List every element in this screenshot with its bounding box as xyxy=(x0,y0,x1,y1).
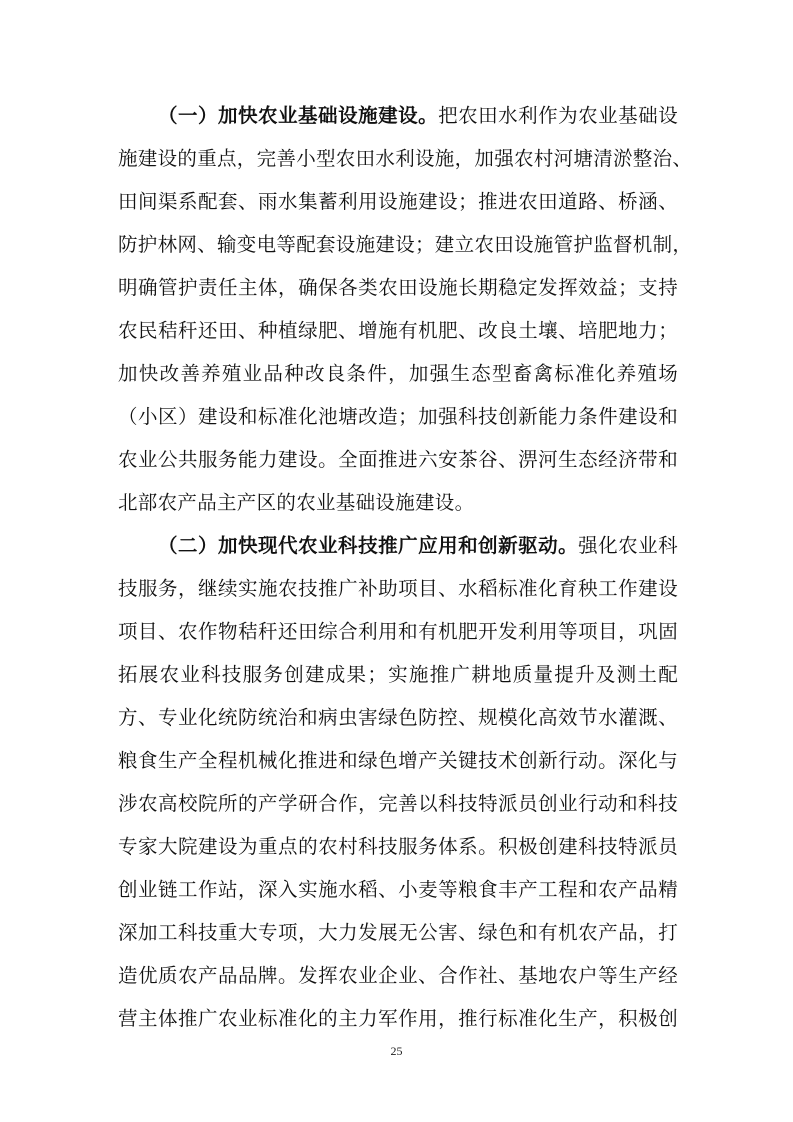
paragraph-line: （小区）建设和标准化池塘改造；加强科技创新能力条件建设和 xyxy=(118,405,678,428)
paragraph-line: 营主体推广农业标准化的主力军作用，推行标准化生产，积极创 xyxy=(118,1007,678,1030)
paragraph-line: 田间渠系配套、雨水集蓄利用设施建设；推进农田道路、桥涵、 xyxy=(118,190,678,213)
paragraph-line: 技服务，继续实施农技推广补助项目、水稻标准化育秧工作建设 xyxy=(118,577,678,600)
paragraph-line xyxy=(158,531,678,561)
paragraph-line: 专家大院建设为重点的农村科技服务体系。积极创建科技特派员 xyxy=(118,835,678,858)
paragraph-text: 把农田水利作为农业基础设 xyxy=(438,104,678,127)
paragraph-text: 强化农业科 xyxy=(578,534,678,557)
paragraph-line: 农民秸秆还田、种植绿肥、增施有机肥、改良土壤、培肥地力； xyxy=(118,319,678,342)
paragraph-line: 加快改善养殖业品种改良条件，加强生态型畜禽标准化养殖场 xyxy=(118,362,678,385)
paragraph-line: 防护林网、输变电等配套设施建设；建立农田设施管护监督机制， xyxy=(118,233,693,256)
section-heading: （二）加快现代农业科技推广应用和创新驱动。 xyxy=(158,534,579,557)
paragraph-line: 施建设的重点，完善小型农田水利设施，加强农村河塘清淤整治、 xyxy=(118,147,693,170)
page-number: 25 xyxy=(390,1044,403,1058)
paragraph-line: 拓展农业科技服务创建成果；实施推广耕地质量提升及测土配 xyxy=(118,663,678,686)
paragraph-line: 项目、农作物秸秆还田综合利用和有机肥开发利用等项目，巩固 xyxy=(118,620,678,643)
paragraph-line xyxy=(158,101,678,131)
paragraph-line: 创业链工作站，深入实施水稻、小麦等粮食丰产工程和农产品精 xyxy=(118,878,678,901)
paragraph-line: 涉农高校院所的产学研合作，完善以科技特派员创业行动和科技 xyxy=(118,792,678,815)
paragraph-line: 北部农产品主产区的农业基础设施建设。 xyxy=(118,491,475,514)
paragraph-line: 粮食生产全程机械化推进和绿色增产关键技术创新行动。深化与 xyxy=(118,749,678,772)
paragraph-line: 造优质农产品品牌。发挥农业企业、合作社、基地农户等生产经 xyxy=(118,964,678,987)
paragraph-line: 方、专业化统防统治和病虫害绿色防控、规模化高效节水灌溉、 xyxy=(118,706,678,729)
paragraph-line: 明确管护责任主体，确保各类农田设施长期稳定发挥效益；支持 xyxy=(118,276,678,299)
paragraph-line: 农业公共服务能力建设。全面推进六安茶谷、淠河生态经济带和 xyxy=(118,448,678,471)
section-heading: （一）加快农业基础设施建设。 xyxy=(158,104,439,127)
paragraph-line: 深加工科技重大专项，大力发展无公害、绿色和有机农产品，打 xyxy=(118,921,678,944)
